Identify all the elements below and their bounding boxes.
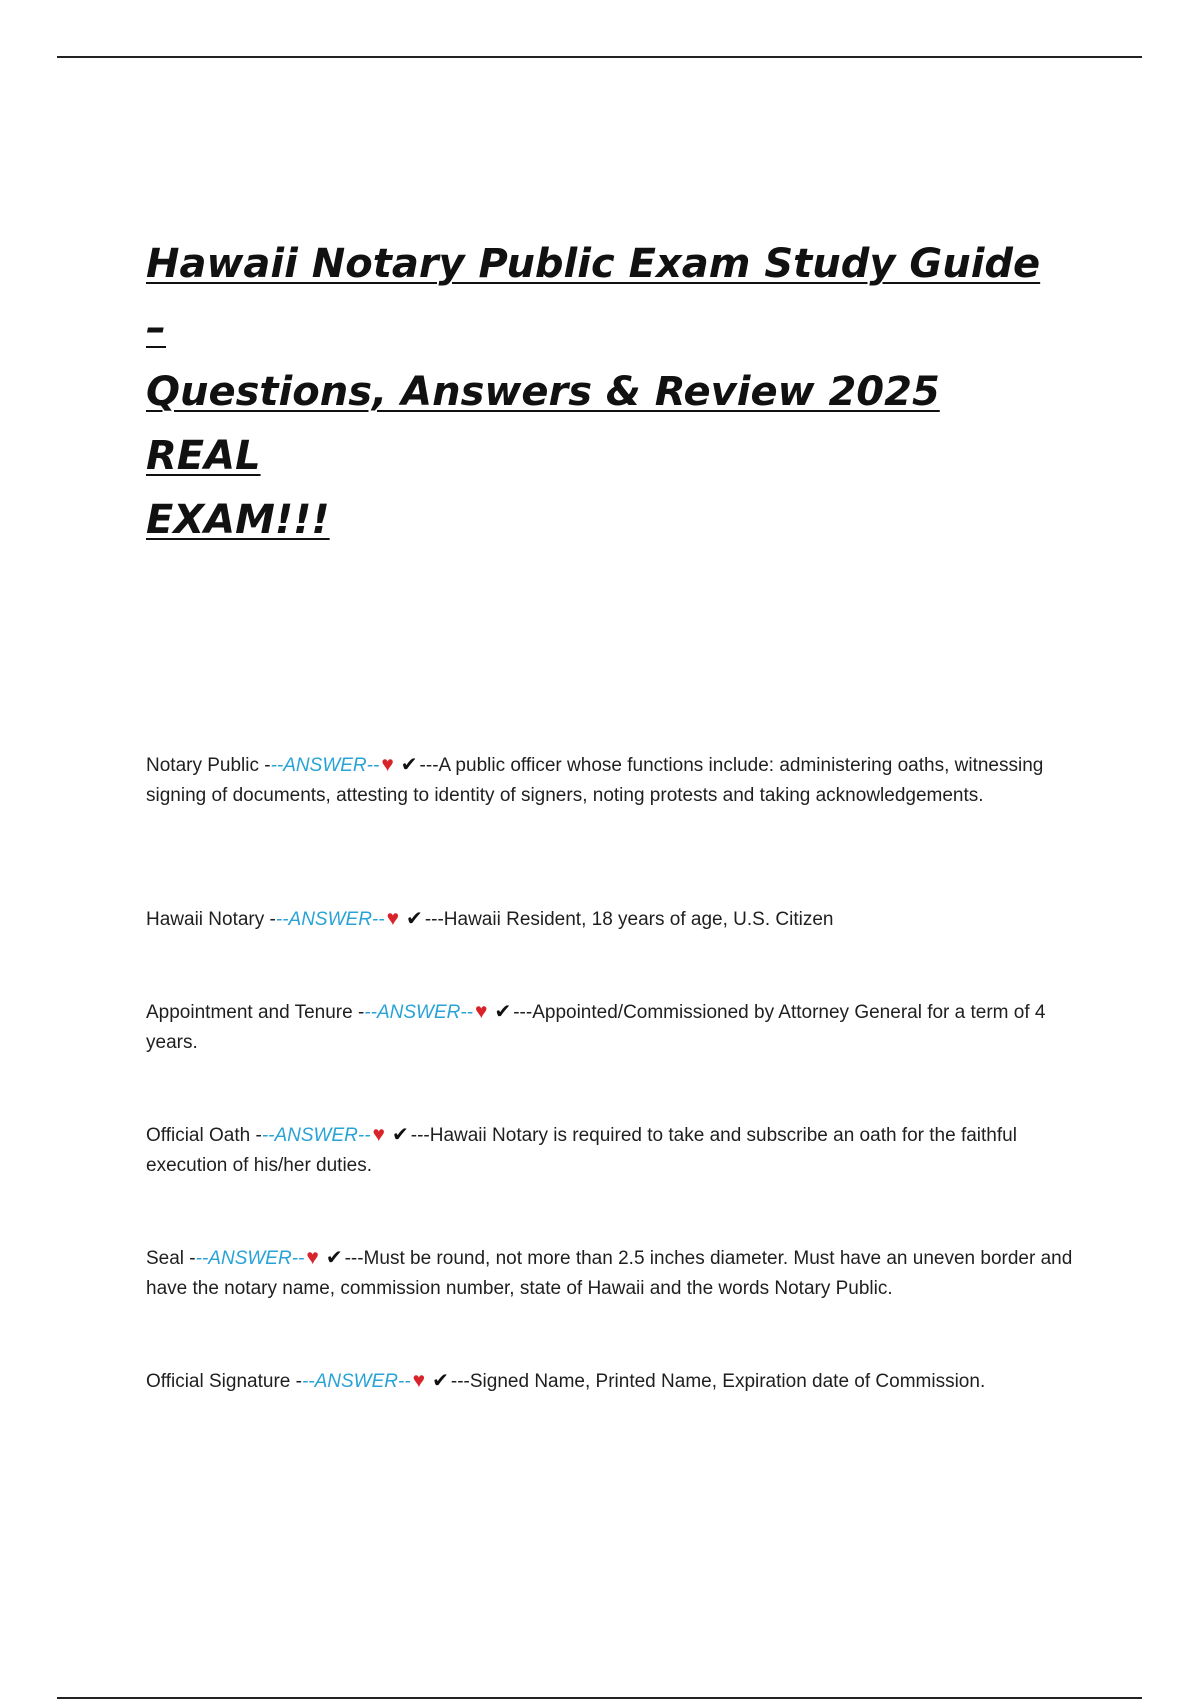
bottom-rule bbox=[57, 1697, 1142, 1699]
qa-term: Hawaii Notary - bbox=[146, 909, 276, 930]
answer-marker: --ANSWER-- bbox=[195, 1248, 305, 1269]
answer-marker: --ANSWER-- bbox=[364, 1002, 473, 1023]
qa-answer: ---Hawaii Notary is required to take and subscribe an oath for the faithful execution of his/her duties. bbox=[146, 1125, 1017, 1176]
qa-item-official-signature bbox=[146, 1367, 1091, 1397]
title-line-3: EXAM!!! bbox=[146, 497, 330, 543]
qa-term: Official Oath - bbox=[146, 1125, 262, 1146]
title-line-1: Hawaii Notary Public Exam Study Guide – bbox=[146, 241, 1041, 351]
qa-term: Appointment and Tenure - bbox=[146, 1002, 365, 1023]
checkmark-icon: ✔ bbox=[325, 1245, 343, 1269]
qa-term: Official Signature - bbox=[146, 1371, 302, 1392]
checkmark-icon: ✔ bbox=[432, 1368, 449, 1392]
qa-item-official-oath bbox=[146, 1121, 1091, 1181]
checkmark-icon: ✔ bbox=[494, 999, 512, 1023]
heart-icon: ♥ bbox=[386, 907, 400, 930]
qa-term: Notary Public - bbox=[146, 755, 271, 776]
heart-icon: ♥ bbox=[412, 1369, 426, 1392]
checkmark-icon: ✔ bbox=[400, 752, 418, 776]
checkmark-icon: ✔ bbox=[406, 906, 423, 930]
document-title bbox=[146, 232, 1046, 552]
heart-icon: ♥ bbox=[381, 753, 394, 776]
title-line-2: Questions, Answers & Review 2025 REAL bbox=[146, 369, 940, 479]
qa-answer: ---Signed Name, Printed Name, Expiration date of Commission. bbox=[450, 1371, 986, 1392]
answer-marker: --ANSWER-- bbox=[275, 909, 385, 930]
heart-icon: ♥ bbox=[306, 1246, 319, 1269]
qa-item-seal bbox=[146, 1244, 1091, 1304]
qa-item-notary-public bbox=[146, 751, 1091, 811]
checkmark-icon: ✔ bbox=[391, 1122, 409, 1146]
qa-answer: ---Hawaii Resident, 18 years of age, U.S. Citizen bbox=[424, 909, 834, 930]
qa-item-appointment-tenure bbox=[146, 998, 1091, 1058]
qa-item-hawaii-notary bbox=[146, 905, 1091, 935]
heart-icon: ♥ bbox=[475, 1000, 488, 1023]
answer-marker: --ANSWER-- bbox=[301, 1371, 411, 1392]
heart-icon: ♥ bbox=[372, 1123, 385, 1146]
top-rule bbox=[57, 56, 1142, 58]
answer-marker: --ANSWER-- bbox=[261, 1125, 371, 1146]
answer-marker: --ANSWER-- bbox=[270, 755, 380, 776]
qa-answer: ---Appointed/Commissioned by Attorney General for a term of 4 years. bbox=[146, 1002, 1046, 1053]
qa-term: Seal - bbox=[146, 1248, 196, 1269]
qa-answer: ---Must be round, not more than 2.5 inches diameter. Must have an uneven border and have the notary name, commission number, state of Hawaii and the words Notary Public. bbox=[146, 1248, 1073, 1299]
qa-answer: ---A public officer whose functions include: administering oaths, witnessing signing of documents, attesting to identity of signers, noting protests and taking acknowledgements. bbox=[146, 755, 1044, 806]
